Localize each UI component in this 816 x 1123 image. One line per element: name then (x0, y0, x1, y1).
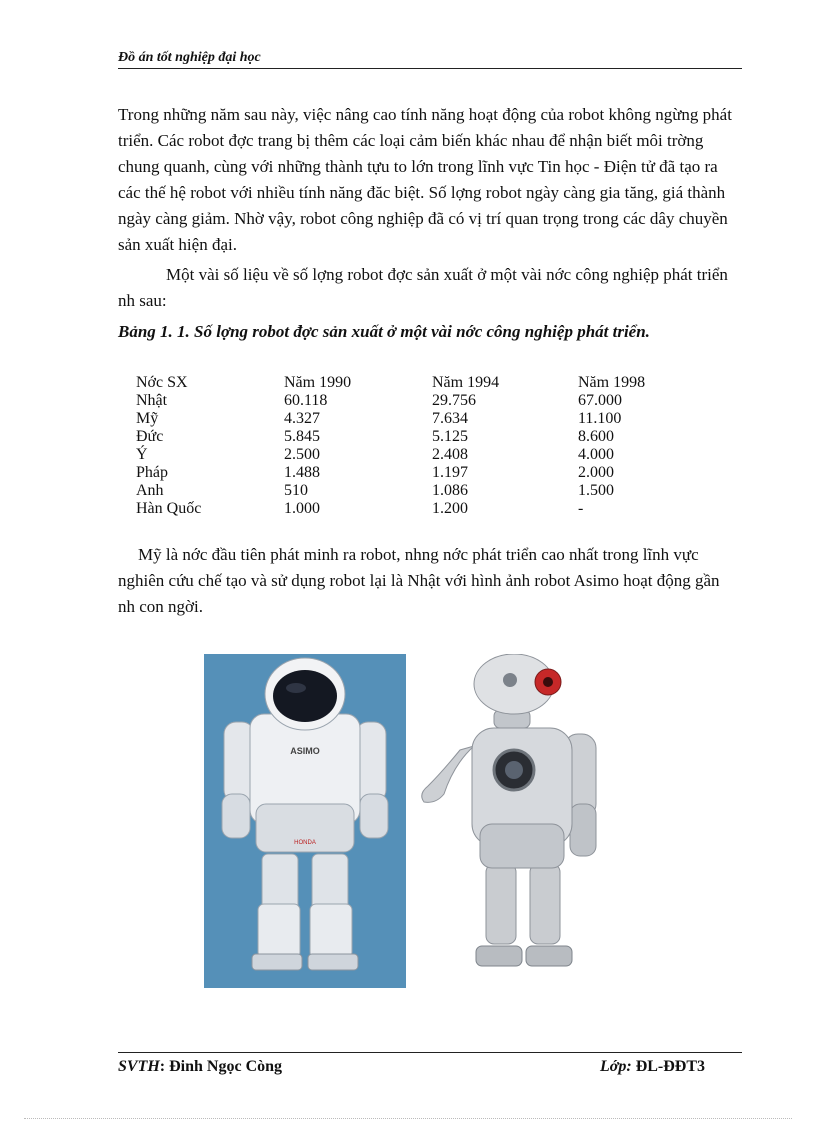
student-label: SVTH (118, 1058, 160, 1075)
value-cell: 5.125 (432, 428, 468, 445)
value-cell: 1.000 (284, 500, 320, 517)
table-row (136, 482, 708, 500)
value-cell: 2.408 (432, 446, 468, 463)
header-cell: Năm 1990 (284, 374, 352, 391)
value-cell: 1.488 (284, 464, 320, 481)
header-title: Đồ án tốt nghiệp đại học (118, 50, 261, 65)
table-row (136, 428, 708, 446)
value-cell: 4.327 (284, 410, 320, 427)
class-value: ĐL-ĐĐT3 (631, 1058, 706, 1075)
value-cell: 1.200 (432, 500, 468, 517)
country-cell: Mỹ (136, 410, 159, 427)
value-cell: 2.500 (284, 446, 320, 463)
value-cell: 1.086 (432, 482, 468, 499)
table-row (136, 446, 708, 464)
value-cell: 4.000 (578, 446, 614, 463)
value-cell: 510 (284, 482, 308, 499)
header-cell: Nớc SX (136, 374, 188, 391)
paragraph-asimo: Mỹ là nớc đầu tiên phát minh ra robot, nhng nớc phát triển cao nhất trong lĩnh vực nghiên cứu chế tạo và sử dụng robot lại là Nhật với hình ảnh robot Asimo hoạt động gần nh con ngời. (118, 545, 720, 616)
value-cell: 29.756 (432, 392, 476, 409)
robot-production-table (136, 374, 708, 518)
table-row (136, 500, 708, 518)
table-caption: Bảng 1. 1. Số lợng robot đợc sản xuất ở một vài nớc công nghiệp phát triển. (118, 322, 650, 341)
value-cell: - (578, 500, 584, 517)
value-cell: 1.500 (578, 482, 614, 499)
footer-class (600, 1058, 705, 1076)
page-bottom-rule (24, 1118, 792, 1119)
honda-waist-label: HONDA (294, 840, 316, 846)
country-cell: Nhật (136, 392, 168, 409)
country-cell: Hàn Quốc (136, 500, 202, 517)
value-cell: 7.634 (432, 410, 468, 427)
value-cell: 2.000 (578, 464, 614, 481)
class-label: Lớp: (600, 1058, 632, 1075)
header-cell: Năm 1994 (432, 374, 500, 391)
table-row (136, 464, 708, 482)
silver-robot-image (414, 654, 628, 988)
table-header-row (136, 374, 708, 392)
country-cell: Anh (136, 482, 164, 499)
country-cell: Pháp (136, 464, 168, 481)
robot-figure (204, 654, 628, 990)
asimo-chest-label: ASIMO (290, 746, 320, 756)
header-cell: Năm 1998 (578, 374, 646, 391)
asimo-robot-image (204, 654, 406, 988)
value-cell: 8.600 (578, 428, 614, 445)
table-row (136, 392, 708, 410)
student-name: : Đinh Ngọc Còng (159, 1058, 283, 1075)
value-cell: 5.845 (284, 428, 320, 445)
value-cell: 1.197 (432, 464, 468, 481)
paragraph-stats-intro: Một vài số liệu về số lợng robot đợc sản xuất ở một vài nớc công nghiệp phát triển nh sau: (118, 265, 728, 310)
paragraph-intro: Trong những năm sau này, việc nâng cao tính năng hoạt động của robot không ngừng phát triển. Các robot đợc trang bị thêm các loại cảm biến khác nhau để nhận biết môi trờng chung quanh, cùng với những thành tựu to lớn trong lĩnh vực Tin học - Điện tử đã tạo ra các thế hệ robot với nhiều tính năng đăc biệt. Số lợng robot ngày càng gia tăng, giá thành ngày càng giảm. Nhờ vậy, robot công nghiệp đã có vị trí quan trọng trong các dây chuyền sản xuất hiện đại. (118, 105, 732, 254)
country-cell: Đức (136, 428, 164, 445)
country-cell: Ý (136, 446, 148, 463)
value-cell: 11.100 (578, 410, 622, 427)
value-cell: 60.118 (284, 392, 328, 409)
value-cell: 67.000 (578, 392, 622, 409)
table-row (136, 410, 708, 428)
page-header (118, 50, 742, 69)
footer-divider (118, 1052, 742, 1053)
footer-student (118, 1058, 282, 1076)
